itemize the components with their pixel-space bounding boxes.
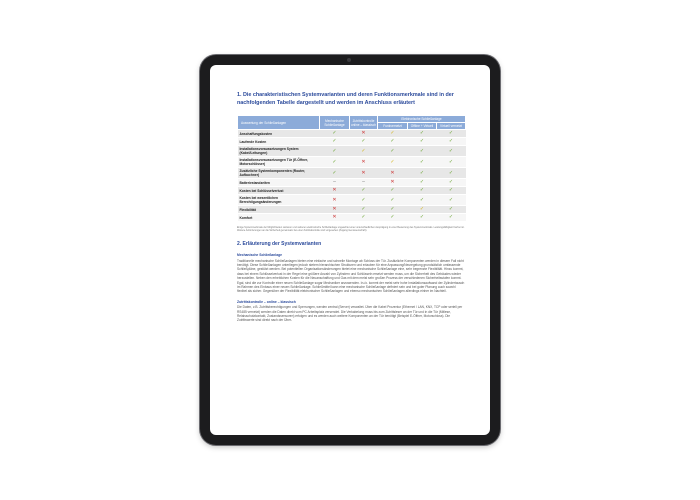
header-offline: Offline + Virtuell xyxy=(408,123,437,130)
cross-icon: ✕ xyxy=(332,206,337,213)
table-footnote: Einige Systemmerkmale der Möglichkeiten variieren und variieren elektronische Schließanlage ungeachtet einer unterschiedlichen Ausprägung in einer Bewertung des Systemmerkmals. Leistungsfähigkeit hierbei ist. Weitere Anforderungen an die Sicherheit gemeinsam bei einer Zutrittskontrolle sind vorgesehen (Zugang Genossenschaft). xyxy=(237,226,465,233)
check-icon: ✓ xyxy=(448,187,454,194)
table-row xyxy=(238,195,466,206)
check-icon: ✓ xyxy=(332,147,337,154)
table-cell xyxy=(437,157,466,168)
header-radio: Funkvernetzt xyxy=(378,123,408,130)
table-cell xyxy=(350,168,378,179)
check-icon: ✓ xyxy=(332,169,337,176)
table-cell xyxy=(350,130,378,138)
online-paragraph: Die Daten, z.B. Zutrittsberechtigungen und Sperrungen, werden zentral (Server) verwaltet. Über die Kabel Prozentur (Ethernet / LAN, KNX, TCP oder seriell per RS485 vernetzt) werden die Daten direkt vom PC Arbeitsplatz versendet. Die Verkabelung muss bis zum Zutrittsleser an der Tür und in die Tür (Mitlese, Relaisschutzkontakt, Zustandssensoren) erfolgen und es werden auch weitere Komponenten an der Tür benötigt (Beispiel E-Öffner, Motorschloss). Die Zutrittswerte sind direkt nach der Über- xyxy=(237,305,463,323)
table-cell xyxy=(378,195,408,206)
check-icon: ✓ xyxy=(419,147,425,154)
table-cell xyxy=(408,206,437,214)
check-icon: ✓ xyxy=(448,196,454,203)
online-heading: Zutrittskontrolle – online – klassisch xyxy=(237,299,296,304)
check-icon: ✓ xyxy=(448,138,454,145)
table-cell xyxy=(437,187,466,195)
table-cell xyxy=(437,138,466,146)
row-label: Komfort xyxy=(238,214,320,222)
table-cell xyxy=(350,179,378,187)
table-cell xyxy=(378,146,408,157)
table-cell xyxy=(378,157,408,168)
check-icon: ✓ xyxy=(361,196,366,203)
table-cell xyxy=(378,130,408,138)
table-cell xyxy=(437,179,466,187)
camera-icon xyxy=(347,58,351,62)
check-icon: ✓ xyxy=(390,187,395,194)
cross-icon: ✕ xyxy=(361,158,366,165)
table-cell xyxy=(437,130,466,138)
dash-icon: – xyxy=(362,179,365,186)
table-cell xyxy=(320,187,350,195)
check-icon: ✓ xyxy=(332,130,337,137)
table-cell xyxy=(378,214,408,222)
cross-icon: ✕ xyxy=(332,196,337,203)
table-cell xyxy=(320,168,350,179)
row-label: Zusätzliche Systemkomponenten (Router, Aufbuchner) xyxy=(238,168,320,179)
table-cell xyxy=(408,146,437,157)
cross-icon: ✕ xyxy=(361,130,366,137)
table-cell xyxy=(320,138,350,146)
table-cell xyxy=(378,206,408,214)
table-row xyxy=(238,179,466,187)
cross-icon: ✕ xyxy=(390,169,395,176)
check-icon: ✓ xyxy=(419,138,425,145)
check-icon: ✓ xyxy=(390,214,395,221)
table-row xyxy=(238,168,466,179)
header-mechanical: Mechanische Schließanlage xyxy=(320,116,350,130)
table-cell xyxy=(350,157,378,168)
table-cell xyxy=(320,179,350,187)
table-cell xyxy=(350,214,378,222)
check-icon: ✓ xyxy=(390,147,395,154)
check-icon: ✓ xyxy=(419,169,425,176)
table-cell xyxy=(320,157,350,168)
table-row xyxy=(238,187,466,195)
tablet-device xyxy=(200,55,500,445)
table-row xyxy=(238,130,466,138)
table-cell xyxy=(350,206,378,214)
check-icon: ✓ xyxy=(448,130,454,137)
table-cell xyxy=(408,187,437,195)
check-icon: ✓ xyxy=(390,206,395,213)
table-cell xyxy=(408,168,437,179)
cross-icon: ✕ xyxy=(390,179,395,186)
header-electronic-group: Elektronische Schließanlage xyxy=(378,116,466,123)
check-icon: ✓ xyxy=(361,147,366,154)
table-cell xyxy=(320,130,350,138)
row-label: Kosten bei wesentlichen Berechtigungsänderungen xyxy=(238,195,320,206)
table-row xyxy=(238,138,466,146)
table-cell xyxy=(437,206,466,214)
section2-heading: 2. Erläuterung der Systemvarianten xyxy=(237,241,322,248)
table-cell xyxy=(378,187,408,195)
row-label: Laufende Kosten xyxy=(238,138,320,146)
check-icon: ✓ xyxy=(419,158,425,165)
table-cell xyxy=(437,214,466,222)
check-icon: ✓ xyxy=(448,147,454,154)
header-virtual: Virtuell vernetzt xyxy=(437,123,466,130)
table-cell xyxy=(408,195,437,206)
table-cell xyxy=(378,138,408,146)
table-cell xyxy=(320,195,350,206)
table-cell xyxy=(437,168,466,179)
table-cell xyxy=(350,195,378,206)
table-body xyxy=(238,130,466,222)
table-cell xyxy=(437,146,466,157)
check-icon: ✓ xyxy=(419,179,425,186)
check-icon: ✓ xyxy=(448,179,454,186)
check-icon: ✓ xyxy=(448,169,454,176)
table-cell xyxy=(437,195,466,206)
table-cell xyxy=(408,130,437,138)
check-icon: ✓ xyxy=(361,214,366,221)
check-icon: ✓ xyxy=(361,187,366,194)
table-cell xyxy=(320,206,350,214)
table-row xyxy=(238,206,466,214)
comparison-table xyxy=(237,115,466,222)
cross-icon: ✕ xyxy=(361,169,366,176)
check-icon: ✓ xyxy=(390,138,395,145)
table-cell xyxy=(350,146,378,157)
table-row xyxy=(238,146,466,157)
cross-icon: ✕ xyxy=(332,187,337,194)
header-feature: Auswertung der Schließanlagen xyxy=(238,116,320,130)
check-icon: ✓ xyxy=(419,196,425,203)
row-label: Kosten bei Schlüsselverlust xyxy=(238,187,320,195)
row-label: Installationsvoraussetzungen System (Kabel/Leitungen) xyxy=(238,146,320,157)
check-icon: ✓ xyxy=(419,214,425,221)
check-icon: ✓ xyxy=(390,196,395,203)
check-icon: ✓ xyxy=(361,138,366,145)
table-cell xyxy=(378,179,408,187)
table-cell xyxy=(320,146,350,157)
check-icon: ✓ xyxy=(448,158,454,165)
check-icon: ✓ xyxy=(390,158,395,165)
document-page xyxy=(237,92,465,323)
cross-icon: ✕ xyxy=(332,214,337,221)
dash-icon: – xyxy=(333,179,336,186)
table-cell xyxy=(320,214,350,222)
row-label: Batteriestandzeiten xyxy=(238,179,320,187)
table-row xyxy=(238,157,466,168)
tablet-screen xyxy=(210,65,490,435)
table-cell xyxy=(350,187,378,195)
mechanical-paragraph: Traditionelle mechanische Schließanlagen bieten eine einfache und schnelle Montage ab Schloss der Tür. Zusätzliche Komponenten werden in diesem Fall nicht benötigt. Diese Schließanlagen unterliegen jedoch stetem hierarchischen Strukturen und erlauben für eine Anpassung/Neuregelung grundsätzlich umfassende Schließpläne, gestützt werden. Bei potentiellen Organisationsänderungen bietet eine mechanische Schließanlage eine, sehr begrenzte Flexibilität. Hinzu kommt, dass bei einem Schlüsselverlust in der Regel eine größere Anzahl von Zylindern und Schlüsseln ersetzt werden muss, um die Sicherheit des Gebäudes wieder herzustellen. Neben den erheblichen Kosten für die Neuanschaffung und Gas mit dem meist sehr großen Prozess der verschiedenen Sicherheitsstufen kommt. Egal, sind die zur Kontrolle einer neuen Schließanlage sogar Mechaniker anzuwenden. In-/o. kommt der meist sehr hohe Installationsaufwand der Zylindertausch im Rahmen des Einbaus einer neuen Schließanlage. Schließmittel kann eine mechanische Schließanlage definiert sein und bei guter Planung auch sowohl flexibel als sicher. Gegenüber der Flexibilität elektronischer Schließanlagen und ebenso mechanischen Schließanlagen allerdings einher im Nachteil. xyxy=(237,258,465,294)
table-cell xyxy=(408,157,437,168)
check-icon: ✓ xyxy=(332,158,337,165)
check-icon: ✓ xyxy=(332,138,337,145)
table-cell xyxy=(378,168,408,179)
table-cell xyxy=(408,138,437,146)
row-label: Installationsvoraussetzungen Tür (E-Öffner, Motorschlösser) xyxy=(238,157,320,168)
table-cell xyxy=(408,179,437,187)
section1-heading: 1. Die charakteristischen Systemvarianten und deren Funktionsmerkmale sind in der nachfolgenden Tabelle dargestellt und werden im Anschluss erläutert xyxy=(237,92,454,106)
table-cell xyxy=(408,214,437,222)
header-central: Zutrittskontrolle online – klassisch xyxy=(350,116,378,130)
check-icon: ✓ xyxy=(448,214,454,221)
row-label: Flexibilität xyxy=(238,206,320,214)
mechanical-heading: Mechanische Schließanlage xyxy=(237,253,283,258)
check-icon: ✓ xyxy=(390,130,395,137)
table-cell xyxy=(350,138,378,146)
row-label: Anschaffungskosten xyxy=(238,130,320,138)
check-icon: ✓ xyxy=(361,206,366,213)
check-icon: ✓ xyxy=(419,187,425,194)
check-icon: ✓ xyxy=(419,130,425,137)
table-row xyxy=(238,214,466,222)
check-icon: ✓ xyxy=(419,206,425,213)
check-icon: ✓ xyxy=(448,206,454,213)
